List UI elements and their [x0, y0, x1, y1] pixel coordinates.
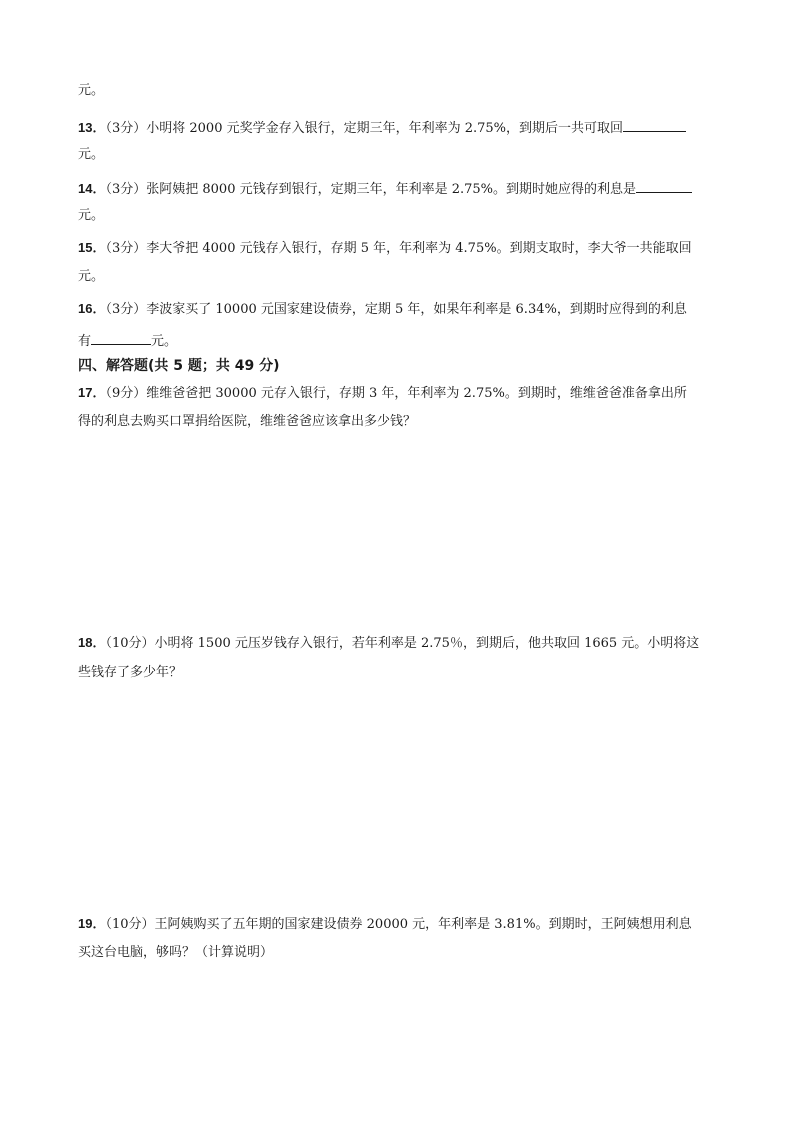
question-19 — [78, 915, 692, 934]
question-18-continuation: 些钱存了多少年？ — [78, 665, 183, 680]
question-16-continuation: 有 元。 — [78, 330, 177, 351]
question-16 — [78, 300, 687, 319]
question-15 — [78, 239, 692, 258]
q12-continuation: 元。 — [78, 83, 105, 98]
question-score: （3分） — [105, 241, 147, 256]
question-text: 李大爷把 4000 元钱存入银行，存期 5 年，年利率为 4.75%。到期支取时，李大爷一共能取回 — [146, 241, 692, 256]
question-text: 王阿姨购买了五年期的国家建设债券 20000 元，年利率是 3.81%。到期时，王阿姨想用利息 — [154, 917, 692, 932]
question-score: （9分） — [105, 386, 147, 401]
answer-blank[interactable] — [623, 117, 686, 132]
question-text: 李波家买了 10000 元国家建设债券，定期 5 年，如果年利率是 6.34%，到期时应得到的利息 — [146, 302, 687, 317]
question-score: （10分） — [105, 917, 155, 932]
question-14-continuation: 元。 — [78, 208, 105, 223]
question-text: 维维爸爸把 30000 元存入银行，存期 3 年，年利率为 2.75%。到期时，维维爸爸准备拿出所 — [146, 386, 687, 401]
question-17 — [78, 384, 687, 403]
question-number: 17． — [78, 385, 106, 400]
question-score: （3分） — [105, 182, 147, 197]
question-18 — [78, 634, 699, 653]
question-text: 张阿姨把 8000 元钱存到银行，定期三年，年利率是 2.75%。到期时她应得的利息是 — [146, 182, 637, 197]
question-13-continuation: 元。 — [78, 147, 105, 162]
question-score: （3分） — [105, 302, 147, 317]
question-19-continuation: 买这台电脑，够吗？（计算说明） — [78, 945, 274, 960]
question-number: 16． — [78, 301, 106, 316]
question-number: 14． — [78, 181, 106, 196]
question-17-continuation: 得的利息去购买口罩捐给医院，维维爸爸应该拿出多少钱？ — [78, 414, 417, 429]
question-number: 18． — [78, 635, 106, 650]
question-text: 小明将 1500 元压岁钱存入银行，若年利率是 2.75％，到期后，他共取回 1665 元。小明将这 — [154, 636, 700, 651]
answer-blank[interactable] — [636, 178, 692, 193]
section-heading: 四、解答题(共 5 题；共 49 分) — [78, 358, 280, 374]
question-number: 13． — [78, 120, 106, 135]
question-text: 小明将 2000 元奖学金存入银行，定期三年，年利率为 2.75%，到期后一共可取回 — [146, 121, 624, 136]
question-14 — [78, 178, 692, 199]
question-number: 15． — [78, 240, 106, 255]
question-score: （3分） — [105, 121, 147, 136]
question-15-continuation: 元。 — [78, 269, 105, 284]
question-13 — [78, 117, 686, 138]
question-score: （10分） — [105, 636, 155, 651]
question-number: 19． — [78, 916, 106, 931]
answer-blank[interactable] — [91, 330, 151, 345]
